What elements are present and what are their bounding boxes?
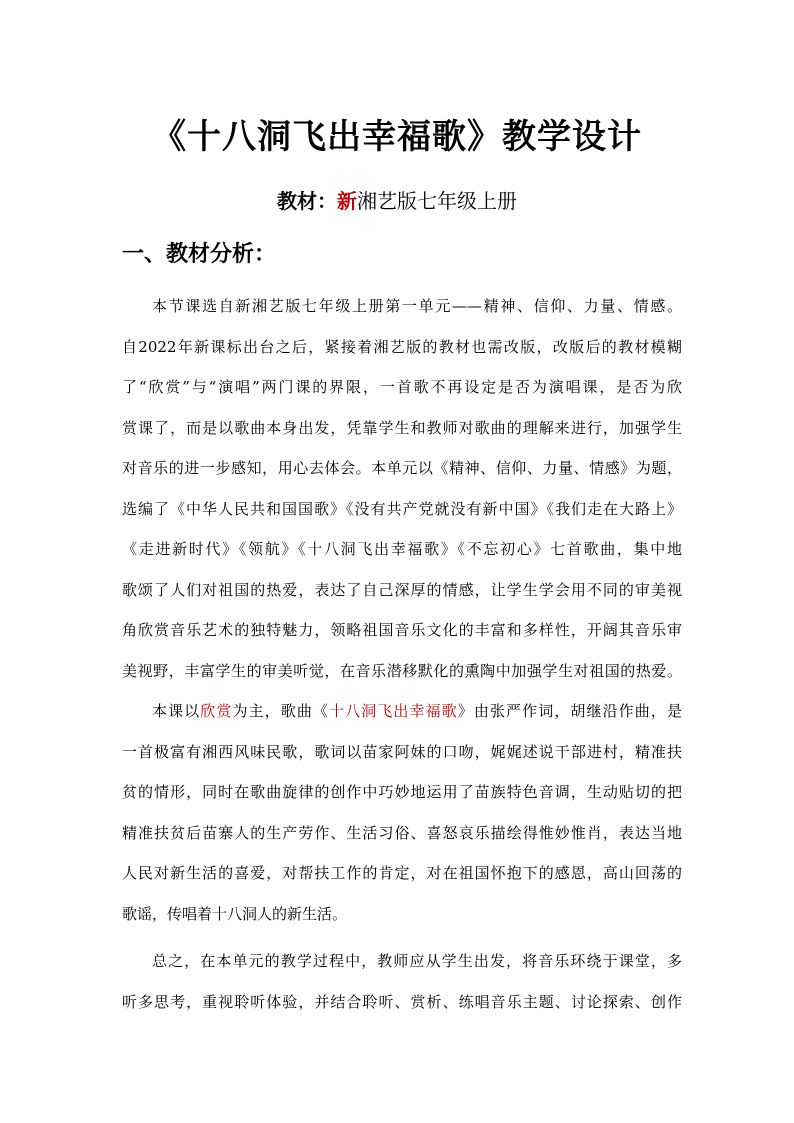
- paragraph-2: [122, 691, 682, 934]
- text-span: 为主，歌曲《: [232, 702, 330, 720]
- text-line: 自2022年新课标出台之后，紧接着湘艺版的教材也需改版，改版后的教材模糊: [122, 337, 682, 356]
- text-line: 歌谣，传唱着十八洞人的新生活。: [122, 904, 348, 923]
- text-line: 了“欣赏”与“演唱”两门课的界限，一首歌不再设定是否为演唱课，是否为欣: [122, 378, 682, 396]
- text-line: 人民对新生活的喜爱，对帮扶工作的肯定，对在祖国怀抱下的感恩，高山回荡的: [122, 864, 682, 882]
- text-line: 《走进新时代》《领航》《十八洞飞出幸福歌》《不忘初心》七首歌曲，集中地: [122, 540, 682, 558]
- subtitle-text: 湘艺版七年级上册: [357, 189, 517, 213]
- document-title: 《十八洞飞出幸福歌》教学设计: [152, 117, 642, 157]
- text-span: 本课以: [152, 702, 201, 720]
- highlighted-song-title: 十八洞飞出幸福歌: [329, 702, 458, 720]
- text-line: 赏课了，而是以歌曲本身出发，凭靠学生和教师对歌曲的理解来进行，加强学生: [122, 418, 682, 437]
- paragraph-3: [122, 941, 682, 1022]
- document-body: [122, 286, 682, 1022]
- text-line: 总之，在本单元的教学过程中，教师应从学生出发，将音乐环绕于课堂，多: [152, 952, 682, 970]
- text-line: 听多思考，重视聆听体验，并结合聆听、赏析、练唱音乐主题、讨论探索、创作: [122, 992, 682, 1011]
- text-line: 本节课选自新湘艺版七年级上册第一单元——精神、信仰、力量、情感。: [152, 297, 682, 315]
- text-line: 角欣赏音乐艺术的独特魅力，领略祖国音乐文化的丰富和多样性，开阔其音乐审: [122, 621, 682, 639]
- text-span: 》由张严作词，胡继沿作曲，是: [457, 702, 682, 720]
- subtitle-highlight: 新: [337, 189, 357, 213]
- text-line: 一首极富有湘西风味民歌，歌词以苗家阿妹的口吻，娓娓述说干部进村，精准扶: [122, 742, 682, 761]
- paragraph-1: [122, 286, 682, 691]
- text-line: 选编了《中华人民共和国国歌》《没有共产党就没有新中国》《我们走在大路上》: [122, 499, 682, 518]
- text-line: 对音乐的进一步感知，用心去体会。本单元以《精神、信仰、力量、情感》为题，: [122, 459, 682, 477]
- text-line: [122, 691, 682, 732]
- text-line: 歌颂了人们对祖国的热爱，表达了自己深厚的情感，让学生学会用不同的审美视: [122, 580, 682, 599]
- text-line: 美视野，丰富学生的审美听觉，在音乐潜移默化的熏陶中加强学生对祖国的热爱。: [122, 661, 682, 680]
- text-line: 贫的情形，同时在歌曲旋律的创作中巧妙地运用了苗族特色音调，生动贴切的把: [122, 783, 682, 801]
- document-subtitle: [0, 184, 794, 218]
- highlighted-word: 欣赏: [200, 702, 233, 720]
- text-line: 精准扶贫后苗寨人的生产劳作、生活习俗、喜怒哀乐描绘得惟妙惟肖，表达当地: [122, 823, 682, 842]
- section-heading-textbook-analysis: 一、教材分析：: [122, 242, 277, 267]
- subtitle-label: 教材：: [277, 189, 337, 213]
